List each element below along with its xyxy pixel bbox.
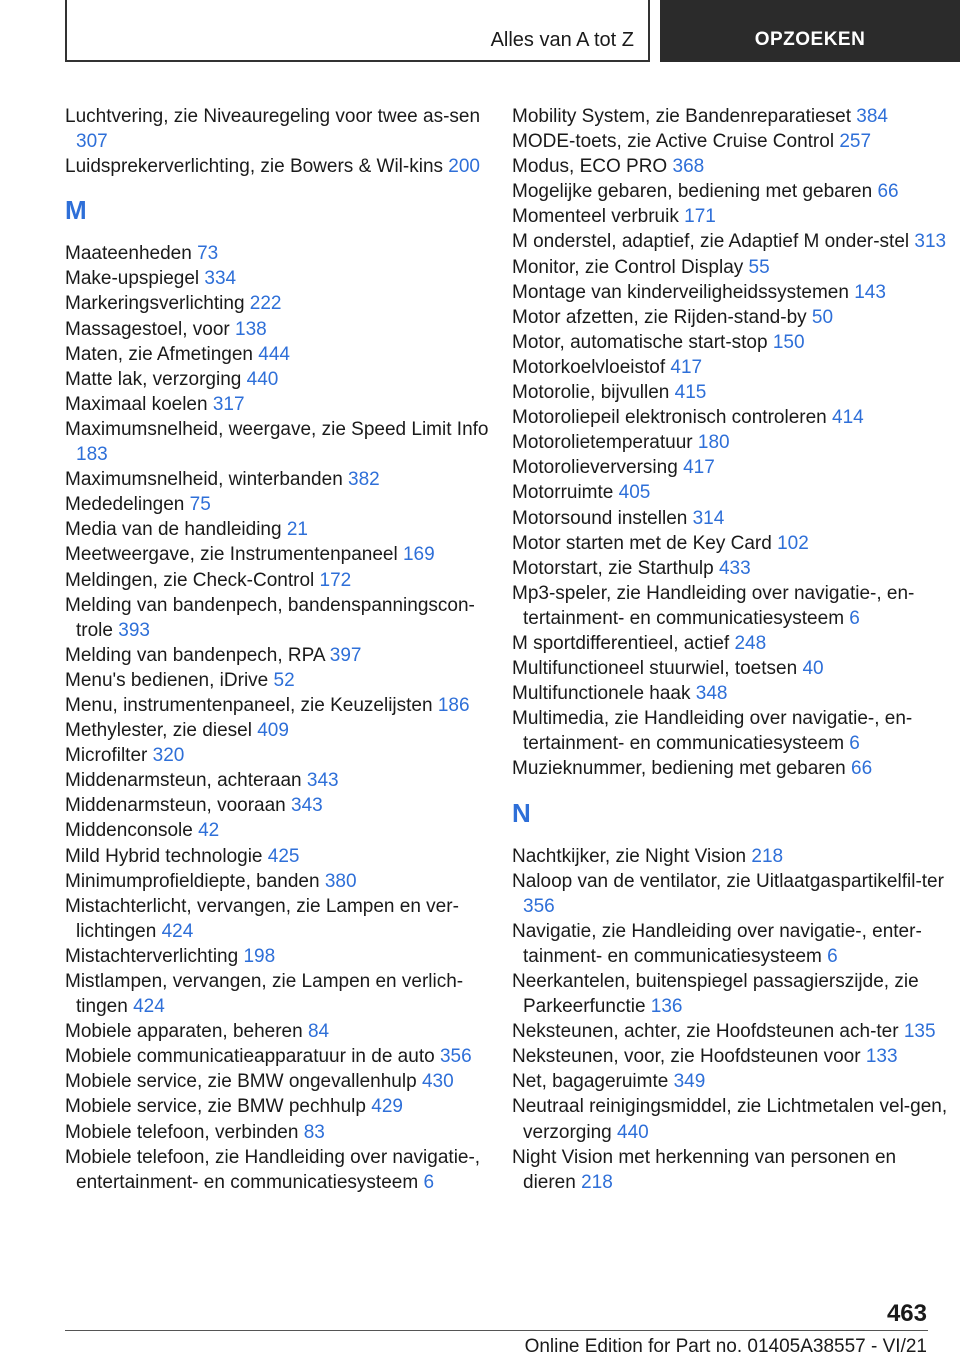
index-entry: [512, 656, 952, 681]
index-entry-text: Motorolietemperatuur: [512, 432, 693, 454]
index-entry-text: Mp3-speler, zie Handleiding over navigatie-, en-tertainment- en communicatiesysteem: [512, 582, 915, 629]
index-entry: [65, 718, 495, 743]
index-entry: [65, 793, 495, 818]
page-link[interactable]: 343: [306, 770, 339, 792]
page-link[interactable]: 183: [76, 444, 108, 466]
index-entry-text: Middenarmsteun, achteraan: [65, 770, 302, 792]
index-entry: [512, 581, 952, 631]
page-link[interactable]: 393: [118, 619, 150, 641]
index-entry-text: Menu, instrumentenpaneel, zie Keuzelijsten: [65, 694, 433, 716]
page-link[interactable]: 382: [348, 469, 380, 491]
index-entry-text: Motorstart, zie Starthulp: [512, 557, 714, 579]
index-entry-text: Luidsprekerverlichting, zie Bowers & Wil-kins: [65, 156, 444, 178]
page-link[interactable]: 444: [258, 343, 290, 365]
index-entry: [512, 706, 952, 756]
index-entry: [512, 480, 952, 505]
page-link[interactable]: 180: [697, 432, 730, 454]
page-link[interactable]: 409: [257, 720, 289, 742]
page-link[interactable]: 397: [329, 644, 362, 666]
index-entry-text: Momenteel verbruik: [512, 206, 679, 228]
page-link[interactable]: 368: [672, 156, 705, 178]
page-number: 463: [886, 1300, 927, 1327]
page-link[interactable]: 66: [851, 758, 873, 780]
index-entry: [512, 556, 952, 581]
index-entry-text: Maximumsnelheid, winterbanden: [65, 469, 343, 491]
page-link[interactable]: 135: [903, 1021, 936, 1043]
index-entry: [512, 1044, 952, 1069]
index-entry-text: Methylester, zie diesel: [65, 720, 252, 742]
index-entry: [65, 1069, 495, 1094]
page-link[interactable]: 313: [914, 231, 947, 253]
index-entry-text: Menu's bedienen, iDrive: [65, 669, 269, 691]
page-link[interactable]: 171: [684, 206, 716, 228]
index-entry-text: Modus, ECO PRO: [512, 156, 668, 178]
index-entry: [512, 380, 952, 405]
page-link[interactable]: 172: [319, 569, 352, 591]
index-entry: [65, 944, 495, 969]
index-entry-text: Markeringsverlichting: [65, 293, 245, 315]
index-entry: [65, 1145, 495, 1195]
index-entry-text: Night Vision met herkenning van personen en dieren: [512, 1146, 897, 1193]
index-entry: [65, 869, 495, 894]
index-entry: [512, 969, 952, 1019]
page-link[interactable]: 314: [692, 507, 725, 529]
index-entry: [65, 367, 495, 392]
index-entry: [512, 1069, 952, 1094]
index-entry-text: Mobiele telefoon, verbinden: [65, 1121, 299, 1143]
index-entry-text: Mobiele apparaten, beheren: [65, 1021, 303, 1043]
index-entry-text: Navigatie, zie Handleiding over navigatie-, enter-tainment- en communicatiesysteem: [512, 920, 922, 967]
index-entry: [512, 430, 952, 455]
index-entry-text: Motorolie, bijvullen: [512, 382, 670, 404]
index-entry: [65, 492, 495, 517]
page-link[interactable]: 348: [695, 683, 728, 705]
page-link[interactable]: 424: [161, 920, 194, 942]
index-entry: [65, 969, 495, 1019]
index-entry: [65, 467, 495, 492]
index-entry-text: Mededelingen: [65, 494, 185, 516]
index-entry: [512, 1145, 952, 1195]
index-entry-text: Mistachterlicht, vervangen, zie Lampen en ver-lichtingen: [65, 895, 459, 942]
index-entry: [65, 104, 495, 154]
index-entry-text: Motor starten met de Key Card: [512, 532, 772, 554]
index-entry: [65, 894, 495, 944]
index-entry: [65, 768, 495, 793]
page-link[interactable]: 317: [212, 393, 245, 415]
page-link[interactable]: 6: [849, 733, 860, 755]
index-column-right: [512, 104, 952, 1195]
index-entry-text: Meldingen, zie Check-Control: [65, 569, 315, 591]
index-entry-text: Muzieknummer, bediening met gebaren: [512, 758, 846, 780]
page-link[interactable]: 66: [877, 181, 899, 203]
index-entry-text: MODE-toets, zie Active Cruise Control: [512, 131, 835, 153]
index-entry-text: Monitor, zie Control Display: [512, 256, 744, 278]
index-entry-text: Mistachterverlichting: [65, 945, 239, 967]
page-link[interactable]: 198: [243, 945, 276, 967]
page-link[interactable]: 430: [421, 1071, 454, 1093]
page-link[interactable]: 425: [267, 845, 300, 867]
index-entry-text: Motorkoelvloeistof: [512, 356, 666, 378]
index-entry-text: Meetweergave, zie Instrumentenpaneel: [65, 544, 398, 566]
page-link[interactable]: 6: [423, 1171, 435, 1193]
index-entry-text: Media van de handleiding: [65, 519, 282, 541]
index-entry-text: Luchtvering, zie Niveauregeling voor twee as-sen: [65, 106, 481, 127]
index-entry: [65, 1094, 495, 1119]
index-entry: [65, 317, 495, 342]
index-column-left: [65, 104, 495, 1195]
index-entry-text: Neutraal reinigingsmiddel, zie Lichtmetalen vel-gen, verzorging: [512, 1096, 948, 1143]
index-entry: [512, 154, 952, 179]
page-link[interactable]: 186: [437, 694, 470, 716]
page-link[interactable]: 84: [307, 1021, 330, 1043]
index-entry-text: Mistlampen, vervangen, zie Lampen en verlich-tingen: [65, 971, 464, 1018]
index-entry: [65, 392, 495, 417]
index-entry: [512, 104, 952, 129]
page-link[interactable]: 334: [204, 268, 237, 290]
index-entry: [512, 330, 952, 355]
index-entry-text: Montage van kinderveiligheidssystemen: [512, 281, 849, 303]
index-entry: [512, 405, 952, 430]
index-entry: [512, 305, 952, 330]
index-entry: [65, 342, 495, 367]
index-entry: [65, 818, 495, 843]
index-entry-text: Maximumsnelheid, weergave, zie Speed Limit Info: [65, 418, 489, 440]
index-entry-text: Mobiele communicatieapparatuur in de auto: [65, 1046, 435, 1068]
index-entry: [65, 693, 495, 718]
tab-opzoeken-label: OPZOEKEN: [754, 29, 866, 50]
page-link[interactable]: 21: [286, 519, 308, 541]
index-entry: [512, 1019, 952, 1044]
index-entry-text: Neerkantelen, buitenspiegel passagierszijde, zie Parkeerfunctie: [512, 971, 919, 1018]
index-entry: [65, 643, 495, 668]
index-entry: [65, 743, 495, 768]
index-entry-text: Middenconsole: [65, 820, 193, 842]
page-link[interactable]: 433: [718, 557, 751, 579]
page-link[interactable]: 248: [734, 632, 767, 654]
index-entry-text: Microfilter: [65, 745, 148, 767]
index-entry: [512, 919, 952, 969]
index-entry-text: Motorolieverversing: [512, 457, 678, 479]
index-entry-text: Melding van bandenpech, bandenspanningscon-trole: [65, 594, 475, 641]
page-link[interactable]: 52: [273, 669, 295, 691]
index-entry-text: Mobiele telefoon, zie Handleiding over navigatie-, entertainment- en communicatiesysteem: [65, 1146, 481, 1193]
index-entry: [65, 542, 495, 567]
index-entry-text: Motorsound instellen: [512, 507, 688, 529]
index-entry-text: Nachtkijker, zie Night Vision: [512, 845, 747, 867]
header-frame: [65, 0, 650, 62]
index-entry-text: Motorruimte: [512, 482, 614, 504]
index-entry: [512, 129, 952, 154]
index-entry: [65, 517, 495, 542]
index-entry-text: Maximaal koelen: [65, 393, 208, 415]
page-link[interactable]: 136: [650, 996, 683, 1018]
page-link[interactable]: 40: [802, 658, 824, 680]
index-letter-heading: N: [512, 797, 531, 828]
page-link[interactable]: 429: [371, 1096, 403, 1118]
footer-divider: [65, 1330, 928, 1331]
page-link[interactable]: 143: [854, 281, 886, 303]
page-link[interactable]: 169: [402, 544, 435, 566]
page-link[interactable]: 349: [673, 1071, 706, 1093]
index-entry: [65, 291, 495, 316]
index-entry: [512, 280, 952, 305]
index-entry-text: Maateenheden: [65, 243, 192, 265]
page-link[interactable]: 102: [777, 532, 809, 554]
index-entry: [512, 204, 952, 229]
index-entry: [65, 266, 495, 291]
index-entry-text: Multifunctioneel stuurwiel, toetsen: [512, 658, 798, 680]
page-link[interactable]: 75: [189, 494, 211, 516]
index-entry-text: Neksteunen, achter, zie Hoofdsteunen ach-ter: [512, 1021, 899, 1043]
index-entry: [512, 229, 952, 254]
page-link[interactable]: 42: [198, 820, 220, 842]
page-link[interactable]: 218: [751, 845, 784, 867]
page-link[interactable]: 222: [249, 293, 282, 315]
index-letter-heading: M: [65, 195, 87, 226]
page-link[interactable]: 384: [856, 106, 888, 127]
index-entry: [512, 869, 952, 919]
page-link[interactable]: 55: [748, 256, 770, 278]
index-entry-text: M onderstel, adaptief, zie Adaptief M onder-stel: [512, 231, 910, 253]
page-link[interactable]: 414: [832, 407, 864, 429]
index-entry: [65, 568, 495, 593]
page-link[interactable]: 356: [523, 895, 555, 917]
index-entry: [512, 681, 952, 706]
index-entry-text: Multifunctionele haak: [512, 683, 691, 705]
page-link[interactable]: 307: [76, 131, 108, 153]
index-entry-text: Mobiele service, zie BMW ongevallenhulp: [65, 1071, 417, 1093]
index-entry-text: Massagestoel, voor: [65, 318, 230, 340]
page-link[interactable]: 83: [303, 1121, 325, 1143]
index-entry: [512, 844, 952, 869]
page-link[interactable]: 356: [439, 1046, 472, 1068]
page-link[interactable]: 133: [865, 1046, 898, 1068]
page-link[interactable]: 380: [324, 870, 357, 892]
page-link[interactable]: 150: [772, 331, 805, 353]
index-entry: [65, 668, 495, 693]
index-entry: [512, 455, 952, 480]
index-entry: [65, 241, 495, 266]
index-entry-text: Minimumprofieldiepte, banden: [65, 870, 320, 892]
index-entry-text: Mogelijke gebaren, bediening met gebaren: [512, 181, 873, 203]
index-entry: [65, 593, 495, 643]
index-entry: [512, 1094, 952, 1144]
page-link[interactable]: 138: [235, 318, 267, 340]
page-link[interactable]: 415: [674, 382, 707, 404]
footer-edition: Online Edition for Part no. 01405A38557 - VI/21: [524, 1336, 927, 1357]
index-entry-text: Matte lak, verzorging: [65, 368, 242, 390]
index-entry-text: Mild Hybrid technologie: [65, 845, 263, 867]
tab-opzoeken[interactable]: [660, 0, 960, 62]
page-link[interactable]: 6: [827, 945, 838, 967]
index-entry-text: Multimedia, zie Handleiding over navigatie-, en-tertainment- en communicatiesysteem: [512, 708, 913, 755]
page-link[interactable]: 50: [811, 306, 834, 328]
page-link[interactable]: 417: [670, 356, 703, 378]
index-entry-text: Mobiele service, zie BMW pechhulp: [65, 1096, 366, 1118]
index-entry-text: Make-upspiegel: [65, 268, 200, 290]
index-entry: [65, 417, 495, 467]
index-entry-text: Mobility System, zie Bandenreparatieset: [512, 106, 851, 127]
index-entry-text: Naloop van de ventilator, zie Uitlaatgaspartikelfil-ter: [512, 870, 944, 892]
index-entry-text: Middenarmsteun, vooraan: [65, 795, 286, 817]
page-link[interactable]: 424: [133, 996, 165, 1018]
page-link[interactable]: 257: [839, 131, 872, 153]
index-entry: [512, 756, 952, 781]
index-entry-text: Motor, automatische start-stop: [512, 331, 768, 353]
index-entry-text: Maten, zie Afmetingen: [65, 343, 253, 365]
index-entry-text: M sportdifferentieel, actief: [512, 632, 730, 654]
page-link[interactable]: 218: [581, 1171, 613, 1193]
index-entry: [512, 179, 952, 204]
page-link[interactable]: 6: [849, 607, 860, 629]
page-link[interactable]: 320: [152, 745, 185, 767]
index-entry: [512, 631, 952, 656]
index-entry: [65, 844, 495, 869]
page-link[interactable]: 417: [683, 457, 715, 479]
index-entry: [512, 255, 952, 280]
index-entry: [65, 154, 495, 179]
index-entry-text: Neksteunen, voor, zie Hoofdsteunen voor: [512, 1046, 861, 1068]
page-link[interactable]: 343: [291, 795, 323, 817]
index-entry: [512, 531, 952, 556]
page-link[interactable]: 440: [246, 368, 279, 390]
index-entry: [512, 355, 952, 380]
index-entry: [512, 506, 952, 531]
index-entry: [65, 1019, 495, 1044]
index-entry-text: Motoroliepeil elektronisch controleren: [512, 407, 827, 429]
index-entry: [65, 1120, 495, 1145]
page-link[interactable]: 405: [618, 482, 651, 504]
index-entry: [65, 1044, 495, 1069]
page-link[interactable]: 440: [617, 1121, 649, 1143]
page-link[interactable]: 200: [448, 156, 480, 178]
index-entry-text: Motor afzetten, zie Rijden-stand-by: [512, 306, 807, 328]
page-link[interactable]: 73: [197, 243, 219, 265]
index-entry-text: Melding van bandenpech, RPA: [65, 644, 325, 666]
section-title: Alles van A tot Z: [490, 29, 634, 51]
index-entry-text: Net, bagageruimte: [512, 1071, 669, 1093]
